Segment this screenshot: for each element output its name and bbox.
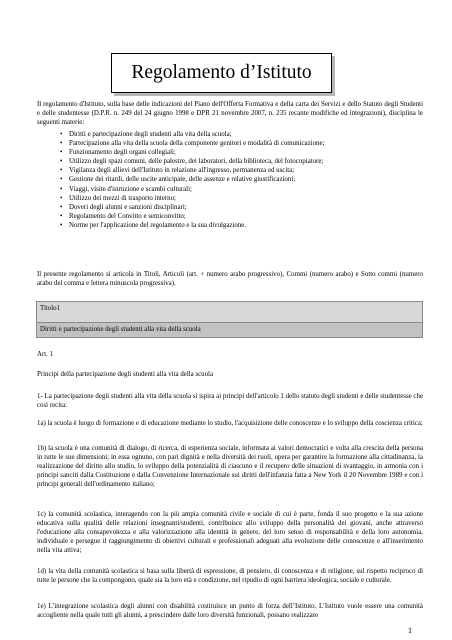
list-item: • Regolamento del Convitto e semiconvitto; — [60, 212, 420, 221]
document-title: Regolamento d’Istituto — [131, 62, 312, 83]
list-item: • Viaggi, visite d'istruzione e scambi culturali; — [60, 185, 420, 194]
list-item: • Utilizzo degli spazi comuni, delle palestre, dei laboratori, della biblioteca, del fotocopiatore; — [60, 157, 420, 166]
intro-paragraph: Il regolamento d'Istituto, sulla base delle indicazioni del Piano dell'Offerta Formativa e della carta dei Servizi e dello Statuto degli Studenti e delle studentesse (D.P.R. n. 249 del 24 giugno 1998 e DPR 21 novembre 2007, n. 235 recante modifiche ed integrazioni), disciplina le seguenti materie: — [37, 101, 423, 127]
page-number: 1 — [408, 626, 412, 635]
list-item: • Funzionamento degli organi collegiali; — [60, 148, 420, 157]
paragraph-1: 1- La partecipazione degli studenti alla vita della scuola si ispira ai principi dell'articolo 1 dello statuto degli studenti e delle studentesse che così recita: — [37, 393, 423, 410]
paragraph-1a: 1a) la scuola è luogo di formazione e di educazione mediante lo studio, l'acquisizione delle conoscenze e lo sviluppo della coscienza critica; — [37, 420, 423, 427]
title-box — [111, 53, 332, 93]
list-item: • Diritti e partecipazione degli studenti alla vita della scuola; — [60, 130, 420, 139]
paragraph-1c: 1c) la comunità scolastica, interagendo con la più ampia comunità civile e sociale di cui è parte, fonda il suo progetto e la sua azione educativa sulla qualità delle relazioni insegnanti/studenti, contribuisce allo sviluppo della personalità dei giovani, anche attraverso l'educazione alla consapevolezza e alla valorizzazione alla identità in genere, del loro senso di responsabilità e della loro autonomia, individuale e persegue il raggiungimento di obiettivi culturali e professionali adeguati alla evoluzione delle conoscenze e all'inserimento nella vita attiva; — [37, 511, 423, 555]
paragraph-1b: 1b) la scuola è una comunità di dialogo, di ricerca, di esperienza sociale, informata ai valori democratici e volta alla crescita della persona in tutte le sue dimensioni; in essa ognuno, con pari dignità e nella diversità dei ruoli, opera per garantire la formazione alla cittadinanza, la realizzazione del diritto allo studio, lo sviluppo della potenzialità di ciascuno e il recupero delle situazioni di svantaggio, in armonia con i principi sanciti dalla Costituzione e dalla Convenzione Internazionale sui diritti dell'infanzia fatta a New York il 20 Novembre 1989 e con i principi generali dell'ordinamento italiano; — [37, 445, 423, 489]
paragraph-1d: 1d) la vita della comunità scolastica si basa sulla libertà di espressione, di pensiero, di conoscenza e di religione, sul rispetto reciproco di tutte le persone che la compongono, quale sia la loro età e condizione, nel ripudio di ogni barriera ideologica, sociale e culturale. — [37, 568, 423, 585]
list-item: • Vigilanza degli allievi dell'Istituto in relazione all'ingresso, permanenza ed uscita; — [60, 166, 420, 175]
list-item: • Partecipazione alla vita della scuola della componente genitori e modalità di comunicazione; — [60, 139, 420, 148]
list-item: • Utilizzo dei mezzi di trasporto interno; — [60, 194, 420, 203]
titolo-heading-box — [36, 322, 423, 338]
list-item: • Norme per l'applicazione del regolamento e la sua divulgazione. — [60, 221, 420, 230]
titolo-label-box — [36, 301, 423, 323]
list-item: • Gestione dei ritardi, delle uscite anticipate, delle assenze e relative giustificazioni; — [60, 175, 420, 184]
article-label: Art. 1 — [37, 351, 54, 358]
article-title: Principi della partecipazione degli studenti alla vita della scuola — [37, 371, 214, 378]
topics-list — [60, 130, 420, 230]
paragraph-1e: 1e) L’integrazione scolastica degli alunni con disabilità costituisce un punto di forza dell’Istituto. L’Istituto vuole essere una comunità accogliente nella quale tutti gli alunni, a prescindere dalle loro diversità funzionali, possano realizzare — [37, 603, 423, 620]
list-item: • Doveri degli alunni e sanzioni disciplinari; — [60, 203, 420, 212]
titolo-heading: Diritti e partecipazione degli studenti alla vita della scuola — [40, 326, 201, 333]
titolo-label: Titolo1 — [40, 305, 61, 312]
structure-paragraph: Il presente regolamento si articola in Titoli, Articoli (art. + numero arabo progressivo), Commi (numero arabo) e Sotto commi (numero arabo del comma e lettera minuscola progressiva). — [37, 271, 423, 288]
